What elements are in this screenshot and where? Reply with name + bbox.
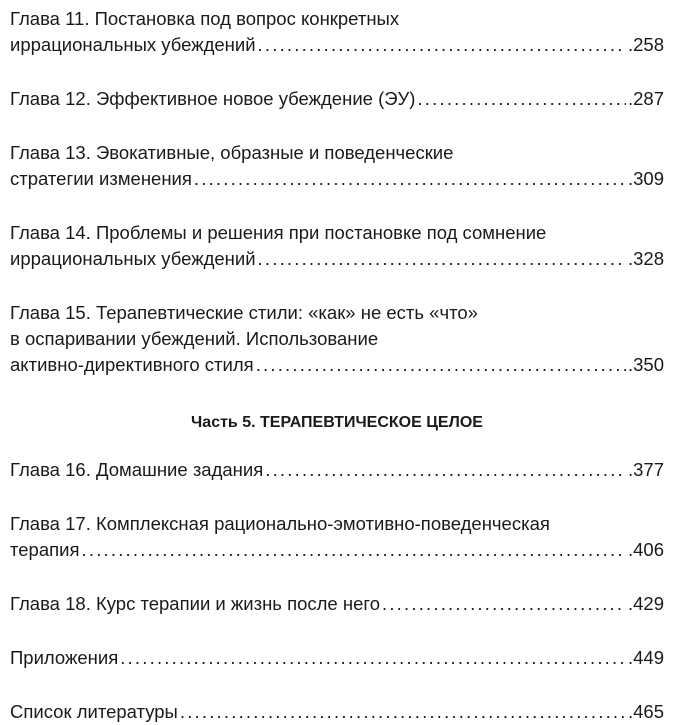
toc-entry-title-line: иррациональных убеждений <box>10 34 256 55</box>
page-number: .350 <box>627 354 664 375</box>
toc-entry-last-line <box>10 246 664 272</box>
toc-entry-chapter-17[interactable] <box>10 511 664 563</box>
toc-entry-title-line: активно-директивного стиля <box>10 354 254 375</box>
dot-leader <box>265 457 626 483</box>
toc-entry-chapter-14[interactable] <box>10 220 664 272</box>
dot-leader <box>258 246 626 272</box>
table-of-contents <box>10 6 664 725</box>
toc-entry-last-line <box>10 591 664 617</box>
toc-entry-last-line <box>10 457 664 483</box>
toc-entry-chapter-15[interactable] <box>10 300 664 378</box>
toc-entry-title-line: стратегии изменения <box>10 168 192 189</box>
toc-entry-title-line: в оспаривании убеждений. Использование <box>10 328 379 349</box>
toc-entry-chapter-16[interactable] <box>10 457 664 483</box>
page-number: .258 <box>627 34 664 55</box>
dot-leader <box>382 591 626 617</box>
toc-entry-title-line: иррациональных убеждений <box>10 248 256 269</box>
toc-entry-chapter-13[interactable] <box>10 140 664 192</box>
dot-leader <box>120 645 626 671</box>
toc-entry-last-line <box>10 352 664 378</box>
page-number: .429 <box>627 593 664 614</box>
page-number: .465 <box>627 701 664 722</box>
toc-entry-title-line: Глава 15. Терапевтические стили: «как» не есть «что» <box>10 302 478 323</box>
toc-entry-chapter-18[interactable] <box>10 591 664 617</box>
toc-entry-title-line: Глава 17. Комплексная рационально-эмотивно-поведенческая <box>10 513 550 534</box>
toc-entry-last-line <box>10 32 664 58</box>
toc-entry-last-line <box>10 86 664 112</box>
toc-entry-last-line <box>10 645 664 671</box>
toc-entry-appendices[interactable] <box>10 645 664 671</box>
page-number: .377 <box>627 459 664 480</box>
page-number: .328 <box>627 248 664 269</box>
toc-entry-title-line: Глава 11. Постановка под вопрос конкретных <box>10 8 400 29</box>
toc-entry-title-line: Приложения <box>10 647 119 668</box>
dot-leader <box>417 86 626 112</box>
page-number: .309 <box>627 168 664 189</box>
toc-entry-chapter-12[interactable] <box>10 86 664 112</box>
dot-leader <box>82 537 626 563</box>
page-number: .287 <box>627 88 664 109</box>
toc-entry-title-line: Глава 14. Проблемы и решения при постановке под сомнение <box>10 222 547 243</box>
toc-entry-title-line: Глава 18. Курс терапии и жизнь после него <box>10 593 380 614</box>
toc-entry-title-line: Глава 16. Домашние задания <box>10 459 264 480</box>
dot-leader <box>180 699 626 725</box>
toc-entry-references[interactable] <box>10 699 664 725</box>
part-heading: Часть 5. ТЕРАПЕВТИЧЕСКОЕ ЦЕЛОЕ <box>191 414 483 431</box>
dot-leader <box>194 166 626 192</box>
page-number: .406 <box>627 539 664 560</box>
toc-entry-last-line <box>10 699 664 725</box>
toc-entry-title-line: Список литературы <box>10 701 178 722</box>
dot-leader <box>258 32 626 58</box>
dot-leader <box>256 352 626 378</box>
page-number: .449 <box>627 647 664 668</box>
toc-entry-last-line <box>10 537 664 563</box>
toc-entry-title-line: Глава 12. Эффективное новое убеждение (ЭУ) <box>10 88 416 109</box>
toc-entry-chapter-11[interactable] <box>10 6 664 58</box>
toc-entry-last-line <box>10 166 664 192</box>
toc-entry-title-line: терапия <box>10 539 80 560</box>
toc-entry-title-line: Глава 13. Эвокативные, образные и поведенческие <box>10 142 454 163</box>
